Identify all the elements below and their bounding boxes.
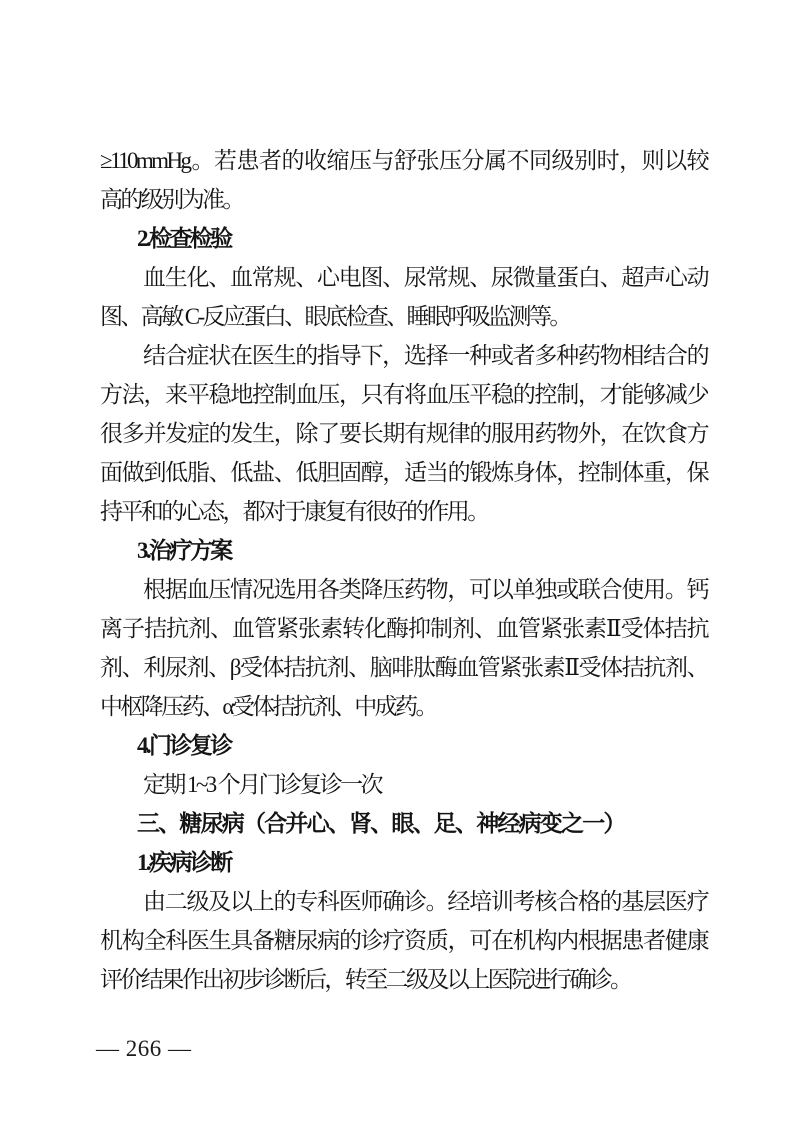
numbered-heading: 3.治疗方案 (137, 538, 231, 563)
text-line: 面做到低脂、低盐、低胆固醇，适当的锻炼身体，控制体重，保 (100, 460, 707, 485)
text-line: 高的级别为准。 (100, 187, 243, 212)
text-line: 结合症状在医生的指导下，选择一种或者多种药物相结合的 (143, 343, 707, 368)
numbered-heading: 1.疾病诊断 (137, 850, 231, 875)
text-line: ≥110mmHg。若患者的收缩压与舒张压分属不同级别时，则以较 (100, 148, 707, 173)
text-line: 方法，来平稳地控制血压，只有将血压平稳的控制，才能够减少 (100, 382, 707, 407)
text-line: 图、高敏 C-反应蛋白、眼底检查、睡眠呼吸监测等。 (100, 304, 570, 329)
text-line: 很多并发症的发生，除了要长期有规律的服用药物外，在饮食方 (100, 421, 707, 446)
page-number: — 266 — (96, 1036, 192, 1061)
numbered-heading: 2.检查检验 (137, 226, 231, 251)
text-line: 血生化、血常规、心电图、尿常规、尿微量蛋白、超声心动 (143, 265, 707, 290)
text-line: 评价结果作出初步诊断后，转至二级及以上医院进行确诊。 (100, 967, 631, 992)
text-line: 持平和的心态，都对于康复有很好的作用。 (100, 499, 488, 524)
document-body (100, 141, 707, 999)
text-line: 离子拮抗剂、血管紧张素转化酶抑制剂、血管紧张素Ⅱ受体拮抗 (100, 616, 707, 641)
text-line: 剂、利尿剂、β受体拮抗剂、脑啡肽酶血管紧张素Ⅱ受体拮抗剂、 (100, 655, 707, 680)
text-line: 机构全科医生具备糖尿病的诊疗资质，可在机构内根据患者健康 (100, 928, 707, 953)
text-line: 中枢降压药、α受体拮抗剂、中成药。 (100, 694, 436, 719)
text-line: 定期 1~3 个月门诊复诊一次 (143, 772, 381, 797)
text-line: 根据血压情况选用各类降压药物，可以单独或联合使用。钙 (143, 577, 707, 602)
section-heading: 三、糖尿病（合并心、肾、眼、足、神经病变之一） (137, 810, 625, 836)
numbered-heading: 4.门诊复诊 (137, 733, 231, 758)
text-line: 由二级及以上的专科医师确诊。经培训考核合格的基层医疗 (143, 889, 707, 914)
